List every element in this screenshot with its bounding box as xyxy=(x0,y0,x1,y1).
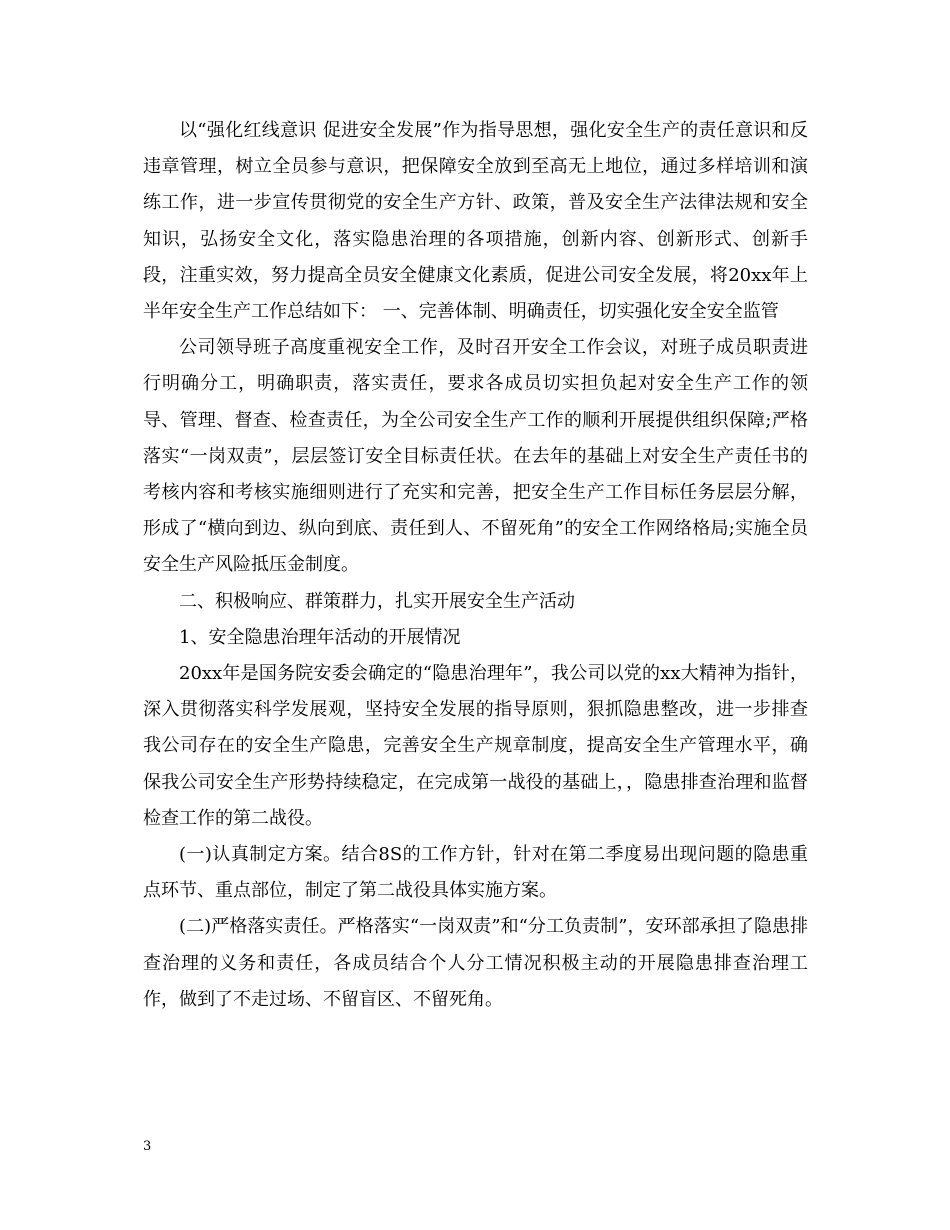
paragraph-leadership-responsibility: 公司领导班子高度重视安全工作，及时召开安全工作会议，对班子成员职责进行明确分工，明确职责，落实责任，要求各成员切实担负起对安全生产工作的领导、管理、督查、检查责任，为全公司安全生产工作的顺利开展提供组织保障;严格落实“一岗双责”，层层签订安全目标责任状。在去年的基础上对安全生产责任书的考核内容和考核实施细则进行了充实和完善，把安全生产工作目标任务层层分解，形成了“横向到边、纵向到底、责任到人、不留死角”的安全工作网络格局;实施全员安全生产风险抵压金制度。 xyxy=(143,337,808,576)
page-number: 3 xyxy=(143,1139,152,1154)
heading-subsection-one: 1、安全隐患治理年活动的开展情况 xyxy=(179,626,461,648)
paragraph-hazard-year: 20xx年是国务院安委会确定的“隐患治理年”，我公司以党的xx大精神为指针，深入贯彻落实科学发展观，坚持安全发展的指导原则，狠抓隐患整改，进一步排查我公司存在的安全生产隐患，完善安全生产规章制度，提高安全生产管理水平，确保我公司安全生产形势持续稳定，在完成第一战役的基础上，，隐患排查治理和监督检查工作的第二战役。 xyxy=(143,663,808,829)
heading-section-two: 二、积极响应、群策群力，扎实开展安全生产活动 xyxy=(179,590,575,612)
paragraph-item-one: (一)认真制定方案。结合8S的工作方针，针对在第二季度易出现问题的隐患重点环节、重点部位，制定了第二战役具体实施方案。 xyxy=(143,844,808,902)
paragraph-guiding-ideology: 以“强化红线意识 促进安全发展”作为指导思想，强化安全生产的责任意识和反违章管理，树立全员参与意识，把保障安全放到至高无上地位，通过多样培训和演练工作，进一步宣传贯彻党的安全生产方针、政策，普及安全生产法律法规和安全知识，弘扬安全文化，落实隐患治理的各项措施，创新内容、创新形式、创新手段，注重实效，努力提高全员安全健康文化素质，促进公司安全发展，将20xx年上半年安全生产工作总结如下： 一、完善体制、明确责任，切实强化安全安全监管 xyxy=(143,120,808,323)
document-body xyxy=(143,113,808,1018)
paragraph-item-two: (二)严格落实责任。严格落实“一岗双责”和“分工负责制”，安环部承担了隐患排查治理的义务和责任，各成员结合个人分工情况积极主动的开展隐患排查治理工作，做到了不走过场、不留盲区、不留死角。 xyxy=(143,916,808,1010)
